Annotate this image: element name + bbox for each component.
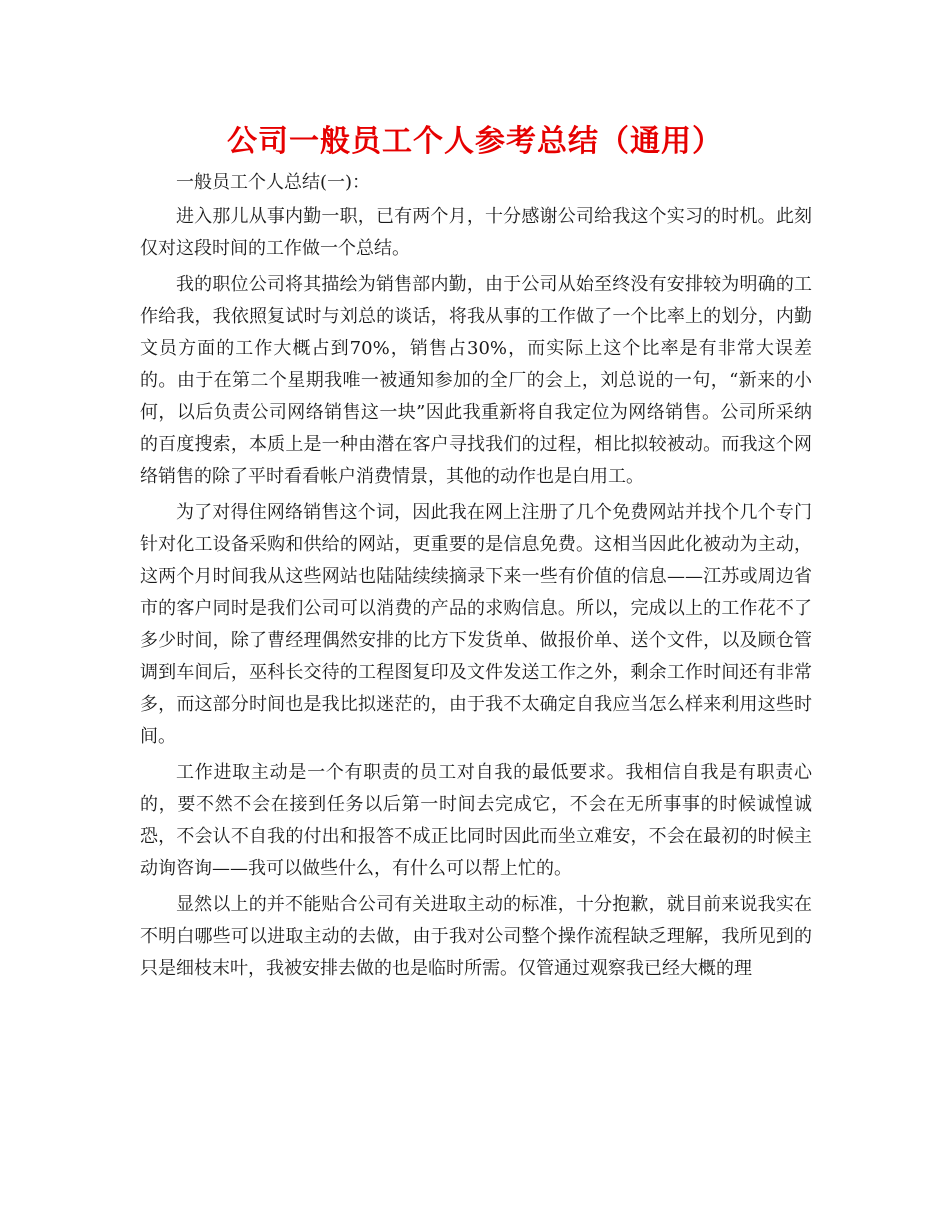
paragraph-5: 显然以上的并不能贴合公司有关进取主动的标准，十分抱歉，就目前来说我实在不明白哪些可以进取主动的去做，由于我对公司整个操作流程缺乏理解，我所见到的只是细枝末叶，我被安排去做的也是临时所需。仅管通过观察我已经大概的理 [140, 894, 812, 979]
paragraph-4: 工作进取主动是一个有职责的员工对自我的最低要求。我相信自我是有职责心的，要不然不会在接到任务以后第一时间去完成它，不会在无所事事的时候诚惶诚恐，不会认不自我的付出和报答不成正比同时因此而坐立难安，不会在最初的时候主动询咨询——我可以做些什么，有什么可以帮上忙的。 [140, 762, 812, 879]
paragraph-3: 为了对得住网络销售这个词，因此我在网上注册了几个免费网站并找个几个专门针对化工设备采购和供给的网站，更重要的是信息免费。这相当因此化被动为主动，这两个月时间我从这些网站也陆陆续续摘录下来一些有价值的信息——江苏或周边省市的客户同时是我们公司可以消费的产品的求购信息。所以，完成以上的工作花不了多少时间，除了曹经理偶然安排的比方下发货单、做报价单、送个文件，以及顾仓管调到车间后，巫科长交待的工程图复印及文件发送工作之外，剩余工作时间还有非常多，而这部分时间也是我比拟迷茫的，由于我不太确定自我应当怎么样来利用这些时间。 [140, 502, 812, 747]
paragraph-1: 进入那儿从事内勤一职，已有两个月，十分感谢公司给我这个实习的时机。此刻仅对这段时间的工作做一个总结。 [140, 206, 812, 259]
section-heading: 一般员工个人总结(一)： [176, 172, 371, 193]
paragraph-2: 我的职位公司将其描绘为销售部内勤，由于公司从始至终没有安排较为明确的工作给我，我依照复试时与刘总的谈话，将我从事的工作做了一个比率上的划分，内勤文员方面的工作大概占到70%，销售占30%，而实际上这个比率是有非常大误差的。由于在第二个星期我唯一被通知参加的全厂的会上，刘总说的一句，“新来的小何，以后负责公司网络销售这一块”因此我重新将自我定位为网络销售。公司所采纳的百度搜索，本质上是一种由潜在客户寻找我们的过程，相比拟较被动。而我这个网络销售的除了平时看看帐户消费情景，其他的动作也是白用工。 [140, 274, 812, 487]
document-body [140, 167, 812, 989]
document-title: 公司一般员工个人参考总结（通用） [227, 124, 723, 159]
